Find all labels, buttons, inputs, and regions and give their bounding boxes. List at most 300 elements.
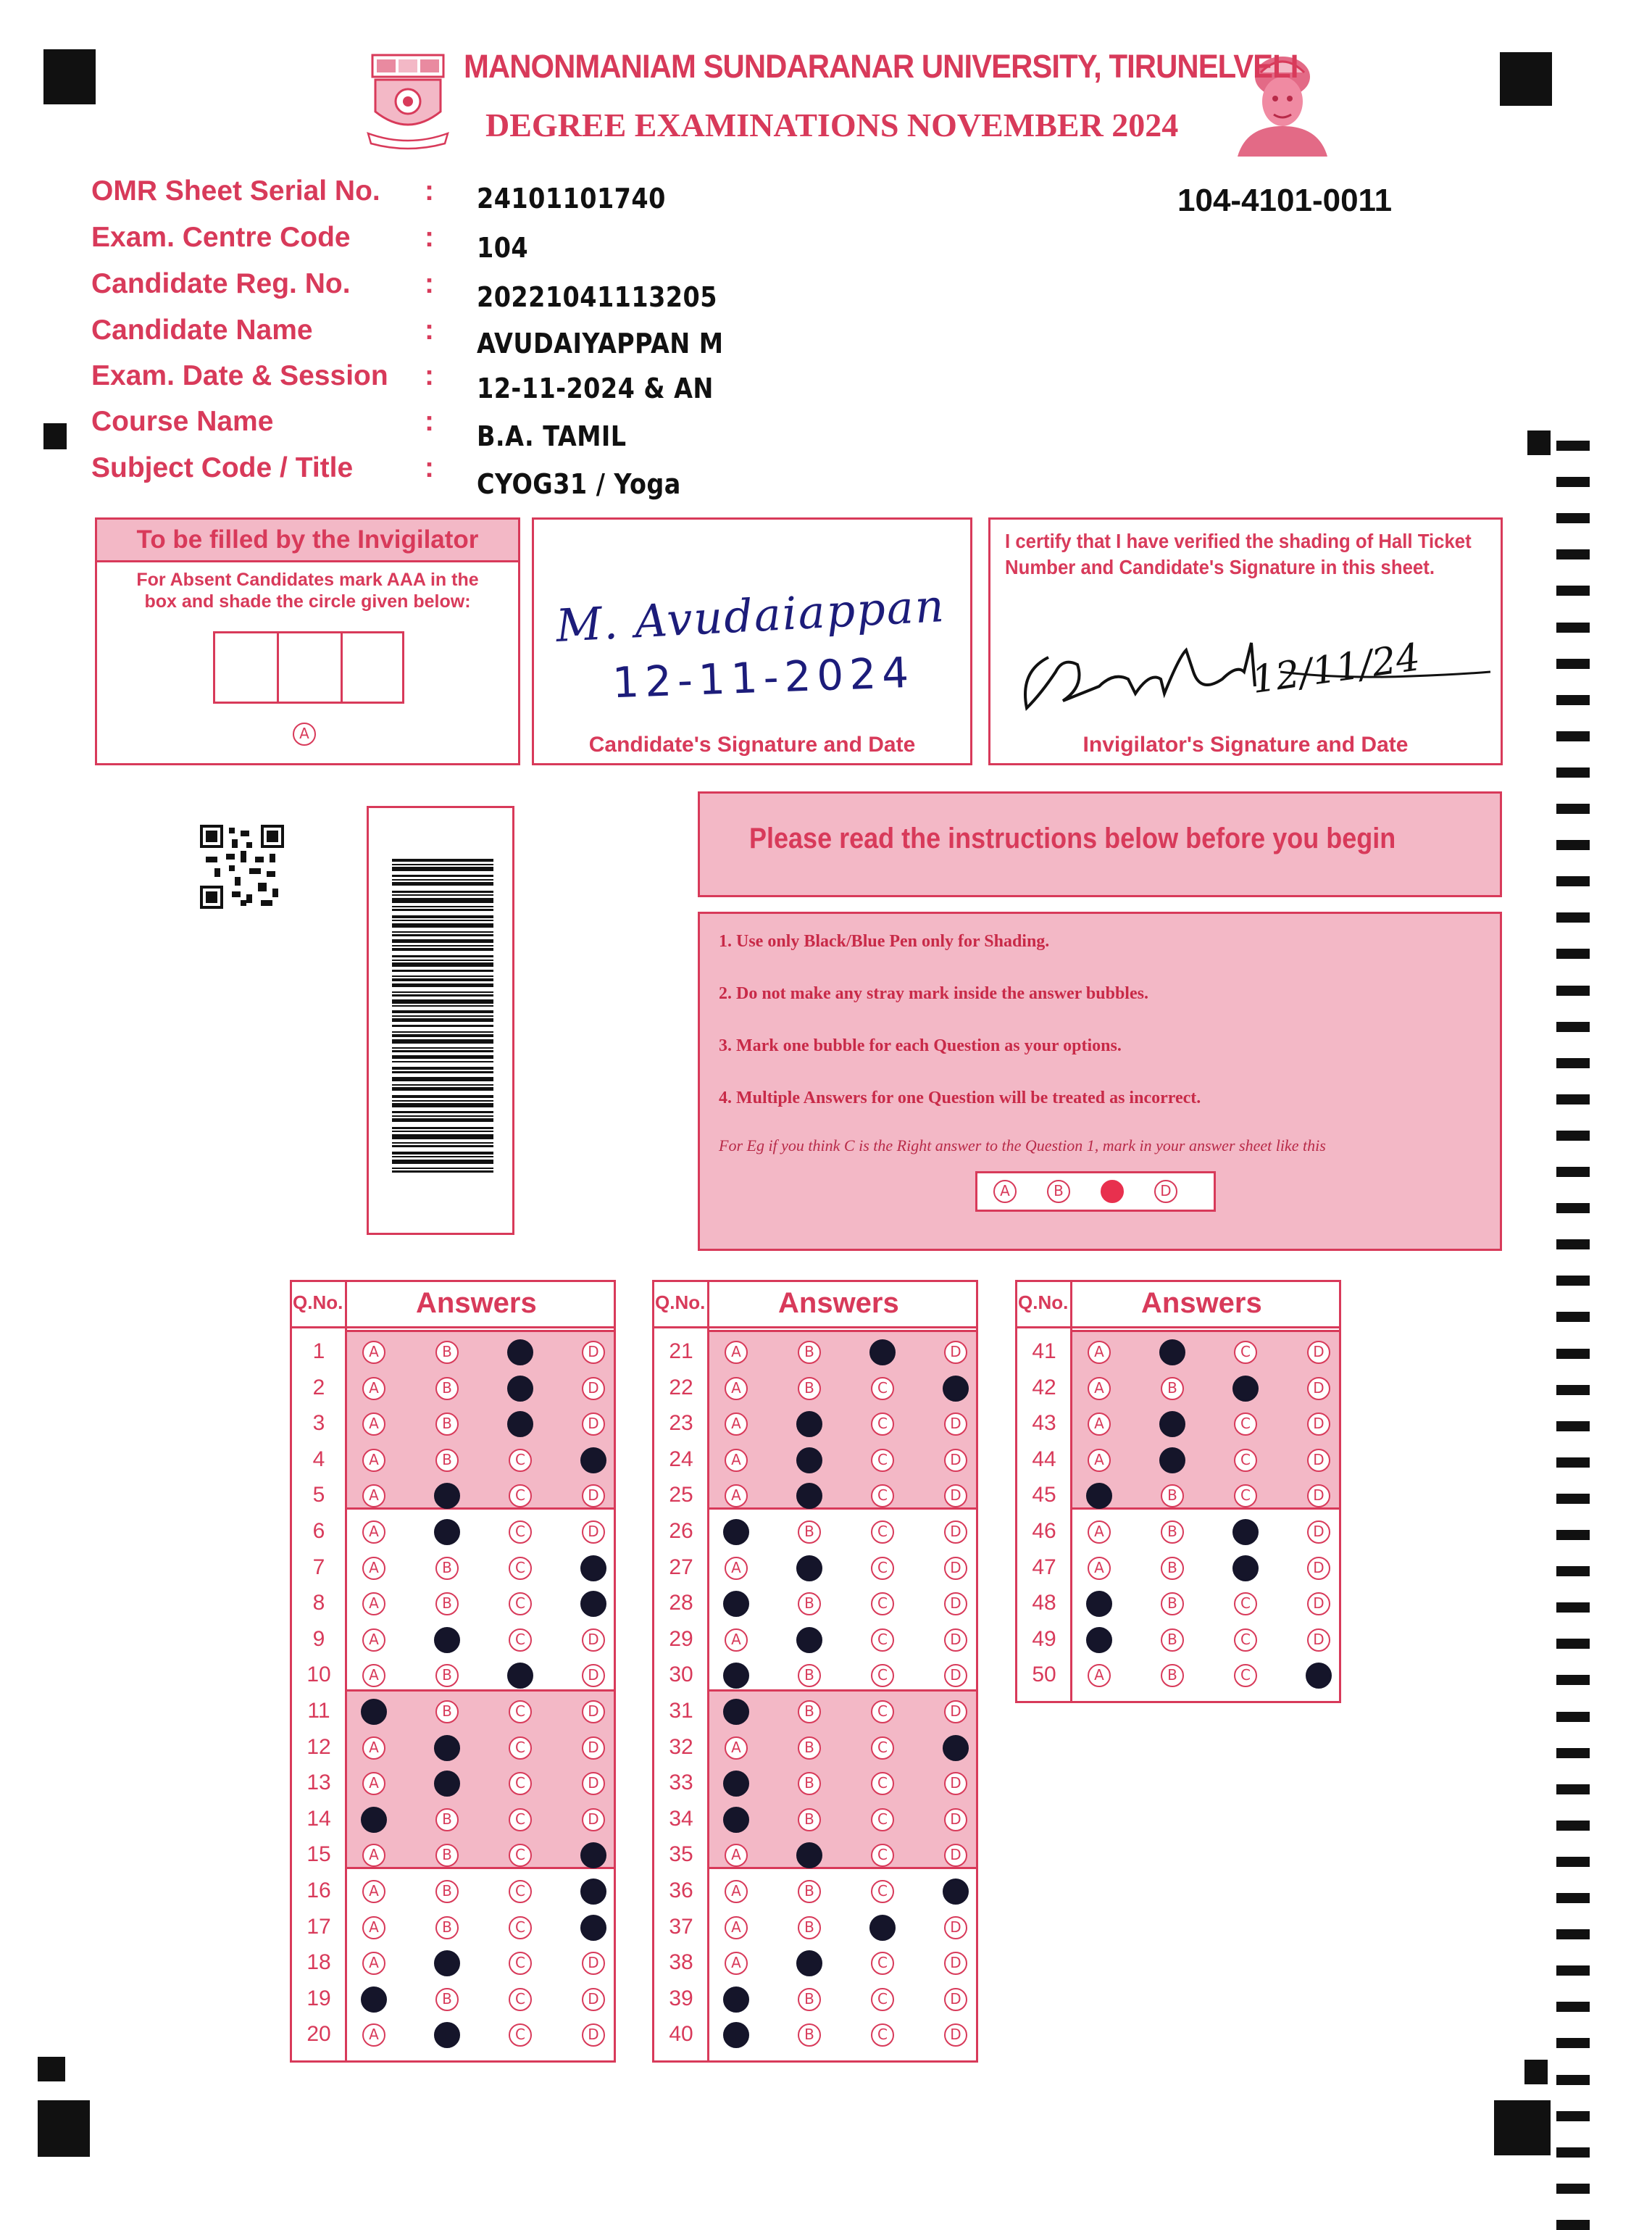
answer-bubble-29-a[interactable]: A xyxy=(725,1628,748,1652)
question-number: 40 xyxy=(669,2022,693,2047)
invigilator-box xyxy=(95,517,520,765)
answer-bubble-48-c[interactable]: C xyxy=(1234,1592,1257,1615)
answer-bubble-48-a[interactable] xyxy=(1086,1591,1112,1617)
sheet-code: 104-4101-0011 xyxy=(1177,183,1393,218)
qr-code-icon xyxy=(200,825,284,909)
answer-bubble-31-c[interactable]: C xyxy=(871,1700,894,1723)
answer-bubble-44-a[interactable]: A xyxy=(1088,1449,1111,1472)
answer-bubble-19-b[interactable]: B xyxy=(435,1988,459,2011)
answer-bubble-26-d[interactable]: D xyxy=(944,1520,967,1544)
answer-bubble-9-b[interactable] xyxy=(434,1627,460,1653)
timing-mark xyxy=(1556,477,1590,487)
answer-bubble-47-a[interactable]: A xyxy=(1088,1557,1111,1580)
answer-bubble-14-b[interactable]: B xyxy=(435,1808,459,1831)
answer-bubble-25-d[interactable]: D xyxy=(944,1484,967,1507)
answer-bubble-9-c[interactable]: C xyxy=(509,1628,532,1652)
qno-header: Q.No. xyxy=(293,1291,343,1313)
question-number: 33 xyxy=(669,1771,693,1795)
answer-bubble-49-a[interactable] xyxy=(1086,1627,1112,1653)
answer-bubble-28-c[interactable]: C xyxy=(871,1592,894,1615)
answer-bubble-41-c[interactable]: C xyxy=(1234,1341,1257,1364)
question-number: 20 xyxy=(306,2022,331,2047)
answer-bubble-17-a[interactable]: A xyxy=(362,1916,385,1939)
answer-bubble-22-d[interactable] xyxy=(943,1376,969,1402)
candidate-handwritten-date: 12-11-2024 xyxy=(611,647,916,708)
timing-mark xyxy=(1556,2075,1590,2085)
answer-bubble-49-b[interactable]: B xyxy=(1161,1628,1184,1652)
question-number: 4 xyxy=(312,1447,325,1471)
answer-bubble-45-d[interactable]: D xyxy=(1307,1484,1330,1507)
answer-bubble-36-c[interactable]: C xyxy=(871,1880,894,1903)
question-number: 32 xyxy=(669,1734,693,1759)
answer-bubble-5-d[interactable]: D xyxy=(582,1484,605,1507)
timing-mark xyxy=(1556,876,1590,886)
timing-mark xyxy=(1556,2184,1590,2194)
answer-bubble-45-c[interactable]: C xyxy=(1234,1484,1257,1507)
answer-bubble-23-a[interactable]: A xyxy=(725,1413,748,1436)
answer-bubble-50-b[interactable]: B xyxy=(1161,1664,1184,1687)
answer-bubble-42-c[interactable] xyxy=(1232,1376,1259,1402)
answer-bubble-4-c[interactable]: C xyxy=(509,1449,532,1472)
timing-mark xyxy=(1556,949,1590,959)
answer-bubble-30-b[interactable]: B xyxy=(798,1664,821,1687)
answer-bubble-33-a[interactable] xyxy=(723,1771,749,1797)
question-number: 7 xyxy=(312,1555,325,1579)
answer-bubble-32-c[interactable]: C xyxy=(871,1736,894,1760)
answer-bubble-4-d[interactable] xyxy=(580,1447,606,1473)
answer-bubble-34-b[interactable]: B xyxy=(798,1808,821,1831)
answer-bubble-47-c[interactable] xyxy=(1232,1555,1259,1581)
example-answer-box xyxy=(975,1171,1216,1212)
question-number: 44 xyxy=(1032,1447,1056,1471)
answer-bubble-28-a[interactable] xyxy=(723,1591,749,1617)
registration-mark-top-right xyxy=(1500,52,1552,106)
answer-bubble-39-d[interactable]: D xyxy=(944,1988,967,2011)
question-number: 26 xyxy=(669,1519,693,1543)
question-number: 12 xyxy=(306,1734,331,1759)
answer-bubble-17-b[interactable]: B xyxy=(435,1916,459,1939)
answer-bubble-8-d[interactable] xyxy=(580,1591,606,1617)
answer-bubble-18-b[interactable] xyxy=(434,1950,460,1976)
answer-bubble-16-a[interactable]: A xyxy=(362,1880,385,1903)
answer-bubble-22-a[interactable]: A xyxy=(725,1377,748,1400)
answer-bubble-22-c[interactable]: C xyxy=(871,1377,894,1400)
answer-bubble-13-c[interactable]: C xyxy=(509,1772,532,1795)
timing-mark xyxy=(1556,659,1590,669)
answer-bubble-36-d[interactable] xyxy=(943,1879,969,1905)
answer-bubble-33-d[interactable]: D xyxy=(944,1772,967,1795)
answer-bubble-33-b[interactable]: B xyxy=(798,1772,821,1795)
answer-bubble-6-b[interactable] xyxy=(434,1519,460,1545)
instruction-3: 3. Mark one bubble for each Question as your options. xyxy=(719,1036,1122,1055)
answer-bubble-38-d[interactable]: D xyxy=(944,1952,967,1975)
answer-bubble-49-c[interactable]: C xyxy=(1234,1628,1257,1652)
answer-bubble-35-a[interactable]: A xyxy=(725,1844,748,1867)
answer-bubble-47-d[interactable]: D xyxy=(1307,1557,1330,1580)
answer-bubble-40-d[interactable]: D xyxy=(944,2023,967,2047)
answer-bubble-46-b[interactable]: B xyxy=(1161,1520,1184,1544)
answer-bubble-10-b[interactable]: B xyxy=(435,1664,459,1687)
answer-bubble-15-a[interactable]: A xyxy=(362,1844,385,1867)
answer-bubble-41-d[interactable]: D xyxy=(1307,1341,1330,1364)
answer-bubble-10-d[interactable]: D xyxy=(582,1664,605,1687)
instructions-banner-text: Please read the instructions below before you begin xyxy=(749,823,1396,854)
answer-bubble-49-d[interactable]: D xyxy=(1307,1628,1330,1652)
answer-bubble-28-b[interactable]: B xyxy=(798,1592,821,1615)
answer-bubble-43-d[interactable]: D xyxy=(1307,1413,1330,1436)
timing-mark xyxy=(1556,1022,1590,1032)
question-number: 46 xyxy=(1032,1519,1056,1543)
answer-bubble-1-d[interactable]: D xyxy=(582,1341,605,1364)
answer-bubble-7-d[interactable] xyxy=(580,1555,606,1581)
answer-bubble-24-a[interactable]: A xyxy=(725,1449,748,1472)
answer-bubble-22-b[interactable]: B xyxy=(798,1377,821,1400)
answer-bubble-37-a[interactable]: A xyxy=(725,1916,748,1939)
answer-bubble-12-c[interactable]: C xyxy=(509,1736,532,1760)
answer-bubble-27-c[interactable]: C xyxy=(871,1557,894,1580)
registration-mark-bottom-right-small xyxy=(1524,2060,1548,2084)
answer-bubble-36-a[interactable]: A xyxy=(725,1880,748,1903)
question-number: 22 xyxy=(669,1375,693,1399)
answer-bubble-5-a[interactable]: A xyxy=(362,1484,385,1507)
timing-mark xyxy=(1556,513,1590,523)
answer-bubble-13-b[interactable] xyxy=(434,1771,460,1797)
timing-mark xyxy=(1556,623,1590,633)
timing-mark xyxy=(1556,1857,1590,1867)
answer-bubble-39-b[interactable]: B xyxy=(798,1988,821,2011)
answers-header: Answers xyxy=(778,1287,899,1319)
answer-bubble-2-b[interactable]: B xyxy=(435,1377,459,1400)
answer-bubble-14-c[interactable]: C xyxy=(509,1808,532,1831)
exam-title: DEGREE EXAMINATIONS NOVEMBER 2024 xyxy=(485,107,1179,143)
field-value: AVUDAIYAPPAN M xyxy=(477,328,724,359)
answer-bubble-17-d[interactable] xyxy=(580,1915,606,1941)
candidate-signature-box xyxy=(532,517,972,765)
timing-mark xyxy=(1556,1929,1590,1939)
timing-mark xyxy=(1556,549,1590,559)
answer-bubble-6-c[interactable]: C xyxy=(509,1520,532,1544)
answer-bubble-39-a[interactable] xyxy=(723,1986,749,2013)
answer-bubble-3-d[interactable]: D xyxy=(582,1413,605,1436)
question-number: 23 xyxy=(669,1411,693,1436)
absent-code-box[interactable] xyxy=(213,631,404,704)
answer-bubble-47-b[interactable]: B xyxy=(1161,1557,1184,1580)
question-number: 49 xyxy=(1032,1626,1056,1651)
answer-bubble-17-c[interactable]: C xyxy=(509,1916,532,1939)
answer-bubble-6-d[interactable]: D xyxy=(582,1520,605,1544)
answer-bubble-29-b[interactable] xyxy=(796,1627,822,1653)
answer-bubble-12-d[interactable]: D xyxy=(582,1736,605,1760)
question-number: 36 xyxy=(669,1879,693,1902)
answer-bubble-34-d[interactable]: D xyxy=(944,1808,967,1831)
timing-mark xyxy=(1556,1167,1590,1177)
answer-bubble-50-c[interactable]: C xyxy=(1234,1664,1257,1687)
answer-bubble-46-d[interactable]: D xyxy=(1307,1520,1330,1544)
answer-bubble-13-d[interactable]: D xyxy=(582,1772,605,1795)
example-bubble-c xyxy=(1101,1180,1124,1203)
answer-bubble-23-d[interactable]: D xyxy=(944,1413,967,1436)
answer-bubble-12-a[interactable]: A xyxy=(362,1736,385,1760)
field-value: 20221041113205 xyxy=(477,281,717,313)
answer-bubble-21-a[interactable]: A xyxy=(725,1341,748,1364)
answer-bubble-34-a[interactable] xyxy=(723,1807,749,1833)
question-number: 13 xyxy=(306,1771,331,1795)
answer-bubble-9-a[interactable]: A xyxy=(362,1628,385,1652)
barcode-box xyxy=(367,806,514,1235)
field-value: B.A. TAMIL xyxy=(477,420,627,452)
answer-bubble-15-b[interactable]: B xyxy=(435,1844,459,1867)
timing-mark xyxy=(1556,2111,1590,2121)
answer-bubble-45-b[interactable]: B xyxy=(1161,1484,1184,1507)
answer-bubble-1-a[interactable]: A xyxy=(362,1341,385,1364)
answer-bubble-20-d[interactable]: D xyxy=(582,2023,605,2047)
answer-bubble-36-b[interactable]: B xyxy=(798,1880,821,1903)
answer-bubble-38-a[interactable]: A xyxy=(725,1952,748,1975)
answer-bubble-7-b[interactable]: B xyxy=(435,1557,459,1580)
registration-mark-bottom-left-small xyxy=(38,2057,65,2081)
answer-bubble-20-a[interactable]: A xyxy=(362,2023,385,2047)
answer-bubble-34-c[interactable]: C xyxy=(871,1808,894,1831)
answer-bubble-26-c[interactable]: C xyxy=(871,1520,894,1544)
field-separator: : xyxy=(425,315,434,346)
answer-bubble-14-a[interactable] xyxy=(361,1807,387,1833)
answer-bubble-43-a[interactable]: A xyxy=(1088,1413,1111,1436)
answer-bubble-2-d[interactable]: D xyxy=(582,1377,605,1400)
question-number: 3 xyxy=(312,1411,325,1436)
question-number: 45 xyxy=(1032,1483,1056,1507)
answer-bubble-46-c[interactable] xyxy=(1232,1519,1259,1545)
answer-bubble-42-a[interactable]: A xyxy=(1088,1377,1111,1400)
answer-bubble-16-c[interactable]: C xyxy=(509,1880,532,1903)
answer-bubble-44-c[interactable]: C xyxy=(1234,1449,1257,1472)
answer-bubble-37-b[interactable]: B xyxy=(798,1916,821,1939)
answer-bubble-39-c[interactable]: C xyxy=(871,1988,894,2011)
answer-bubble-41-a[interactable]: A xyxy=(1088,1341,1111,1364)
answer-bubble-42-b[interactable]: B xyxy=(1161,1377,1184,1400)
answer-bubble-31-b[interactable]: B xyxy=(798,1700,821,1723)
answer-bubble-29-d[interactable]: D xyxy=(944,1628,967,1652)
registration-mark-bottom-left xyxy=(38,2100,90,2157)
answer-bubble-7-c[interactable]: C xyxy=(509,1557,532,1580)
timing-mark xyxy=(1556,767,1590,778)
answer-bubble-26-b[interactable]: B xyxy=(798,1520,821,1544)
answer-bubble-7-a[interactable]: A xyxy=(362,1557,385,1580)
timing-mark xyxy=(1556,1712,1590,1722)
answer-bubble-19-a[interactable] xyxy=(361,1986,387,2013)
field-separator: : xyxy=(425,452,434,483)
answer-bubble-21-b[interactable]: B xyxy=(798,1341,821,1364)
answer-bubble-3-c[interactable] xyxy=(507,1411,533,1437)
answer-bubble-25-a[interactable]: A xyxy=(725,1484,748,1507)
timing-mark xyxy=(1556,2002,1590,2012)
answer-bubble-35-c[interactable]: C xyxy=(871,1844,894,1867)
question-number: 2 xyxy=(312,1375,325,1399)
answer-bubble-24-c[interactable]: C xyxy=(871,1449,894,1472)
answer-bubble-10-a[interactable]: A xyxy=(362,1664,385,1687)
answer-bubble-42-d[interactable]: D xyxy=(1307,1377,1330,1400)
question-number: 29 xyxy=(669,1626,693,1651)
timing-mark xyxy=(1556,2038,1590,2048)
question-number: 25 xyxy=(669,1483,693,1507)
answer-bubble-41-b[interactable] xyxy=(1159,1339,1185,1365)
answer-bubble-32-b[interactable]: B xyxy=(798,1736,821,1760)
invigilator-box-title: To be filled by the Invigilator xyxy=(136,525,479,554)
timing-mark xyxy=(1556,840,1590,850)
answer-bubble-13-a[interactable]: A xyxy=(362,1772,385,1795)
question-number: 41 xyxy=(1032,1339,1056,1363)
registration-mark-left xyxy=(43,423,67,449)
timing-mark xyxy=(1556,1239,1590,1249)
timing-mark xyxy=(1556,1494,1590,1504)
timing-mark xyxy=(1556,1784,1590,1794)
timing-mark xyxy=(1556,1639,1590,1649)
answer-bubble-50-a[interactable]: A xyxy=(1088,1664,1111,1687)
field-label: Exam. Centre Code xyxy=(91,222,351,253)
timing-mark xyxy=(1556,1748,1590,1758)
invigilator-signature-caption: Invigilator's Signature and Date xyxy=(1082,733,1409,757)
timing-mark xyxy=(1556,1276,1590,1286)
timing-mark xyxy=(1556,586,1590,596)
answer-bubble-25-c[interactable]: C xyxy=(871,1484,894,1507)
university-name: MANONMANIAM SUNDARANAR UNIVERSITY, TIRUNELVELI xyxy=(464,48,1298,85)
timing-mark xyxy=(1556,2147,1590,2158)
answer-bubble-43-b[interactable] xyxy=(1159,1411,1185,1437)
answer-bubble-8-c[interactable]: C xyxy=(509,1592,532,1615)
answer-bubble-30-d[interactable]: D xyxy=(944,1664,967,1687)
answer-bubble-18-d[interactable]: D xyxy=(582,1952,605,1975)
question-number: 11 xyxy=(307,1699,330,1723)
answer-bubble-35-d[interactable]: D xyxy=(944,1844,967,1867)
answer-bubble-48-b[interactable]: B xyxy=(1161,1592,1184,1615)
field-label: Candidate Reg. No. xyxy=(91,268,351,299)
absent-note: For Absent Candidates mark AAA in the box and shade the circle given below: xyxy=(136,570,479,612)
answer-bubble-31-a[interactable] xyxy=(723,1699,749,1725)
question-number: 16 xyxy=(306,1879,331,1902)
answer-bubble-24-b[interactable] xyxy=(796,1447,822,1473)
answer-bubble-24-d[interactable]: D xyxy=(944,1449,967,1472)
answer-bubble-1-b[interactable]: B xyxy=(435,1341,459,1364)
answer-bubble-1-c[interactable] xyxy=(507,1339,533,1365)
question-number: 5 xyxy=(312,1483,325,1507)
answer-bubble-21-d[interactable]: D xyxy=(944,1341,967,1364)
answer-bubble-28-d[interactable]: D xyxy=(944,1592,967,1615)
registration-mark-bottom-right xyxy=(1494,2100,1551,2155)
answer-bubble-48-d[interactable]: D xyxy=(1307,1592,1330,1615)
timing-mark xyxy=(1556,1385,1590,1395)
answer-bubble-40-b[interactable]: B xyxy=(798,2023,821,2047)
answer-bubble-16-b[interactable]: B xyxy=(435,1880,459,1903)
example-bubble-d: D xyxy=(1154,1180,1177,1203)
answer-bubble-20-c[interactable]: C xyxy=(509,2023,532,2047)
answer-bubble-32-a[interactable]: A xyxy=(725,1736,748,1760)
answer-bubble-40-c[interactable]: C xyxy=(871,2023,894,2047)
question-number: 30 xyxy=(669,1663,693,1687)
answer-bubble-3-a[interactable]: A xyxy=(362,1413,385,1436)
answer-bubble-33-c[interactable]: C xyxy=(871,1772,894,1795)
answer-bubble-43-c[interactable]: C xyxy=(1234,1413,1257,1436)
field-value: CYOG31 / Yoga xyxy=(477,468,681,500)
timing-mark xyxy=(1556,1965,1590,1976)
answer-bubble-26-a[interactable] xyxy=(723,1519,749,1545)
answer-bubble-46-a[interactable]: A xyxy=(1088,1520,1111,1544)
answer-bubble-21-c[interactable] xyxy=(869,1339,896,1365)
answer-bubble-27-a[interactable]: A xyxy=(725,1557,748,1580)
answer-bubble-44-d[interactable]: D xyxy=(1307,1449,1330,1472)
instruction-1: 1. Use only Black/Blue Pen only for Shading. xyxy=(719,932,1050,951)
answer-bubble-14-d[interactable]: D xyxy=(582,1808,605,1831)
answer-bubble-9-d[interactable]: D xyxy=(582,1628,605,1652)
question-number: 34 xyxy=(669,1806,693,1831)
answer-bubble-19-d[interactable]: D xyxy=(582,1988,605,2011)
answer-bubble-18-c[interactable]: C xyxy=(509,1952,532,1975)
answer-bubble-4-a[interactable]: A xyxy=(362,1449,385,1472)
barcode-icon xyxy=(392,859,493,1175)
answer-bubble-11-b[interactable]: B xyxy=(435,1700,459,1723)
answer-bubble-19-c[interactable]: C xyxy=(509,1988,532,2011)
timing-mark xyxy=(1556,912,1590,923)
answer-bubble-38-b[interactable] xyxy=(796,1950,822,1976)
question-number: 8 xyxy=(312,1591,325,1615)
answer-bubble-2-c[interactable] xyxy=(507,1376,533,1402)
answer-bubble-37-c[interactable] xyxy=(869,1915,896,1941)
answer-bubble-3-b[interactable]: B xyxy=(435,1413,459,1436)
question-number: 9 xyxy=(312,1626,325,1651)
question-number: 10 xyxy=(306,1663,331,1687)
answer-bubble-12-b[interactable] xyxy=(434,1735,460,1761)
answer-bubble-5-c[interactable]: C xyxy=(509,1484,532,1507)
answer-bubble-38-c[interactable]: C xyxy=(871,1952,894,1975)
registration-mark-top-left xyxy=(43,49,96,104)
answer-bubble-29-c[interactable]: C xyxy=(871,1628,894,1652)
answer-bubble-31-d[interactable]: D xyxy=(944,1700,967,1723)
answer-bubble-11-d[interactable]: D xyxy=(582,1700,605,1723)
answer-bubble-18-a[interactable]: A xyxy=(362,1952,385,1975)
question-number: 37 xyxy=(669,1914,693,1939)
answer-bubble-30-c[interactable]: C xyxy=(871,1664,894,1687)
timing-mark xyxy=(1556,441,1590,451)
answer-bubble-23-c[interactable]: C xyxy=(871,1413,894,1436)
answer-bubble-4-b[interactable]: B xyxy=(435,1449,459,1472)
certify-text: I certify that I have verified the shading of Hall Ticket Number and Candidate's Signature in this sheet. xyxy=(1005,530,1472,578)
answer-bubble-8-b[interactable]: B xyxy=(435,1592,459,1615)
answer-bubble-11-c[interactable]: C xyxy=(509,1700,532,1723)
answer-bubble-8-a[interactable]: A xyxy=(362,1592,385,1615)
field-label: Exam. Date & Session xyxy=(91,360,388,391)
answer-bubble-37-d[interactable]: D xyxy=(944,1916,967,1939)
answer-bubble-44-b[interactable] xyxy=(1159,1447,1185,1473)
example-bubble-a: A xyxy=(993,1180,1017,1203)
answer-bubble-23-b[interactable] xyxy=(796,1411,822,1437)
answer-bubble-15-c[interactable]: C xyxy=(509,1844,532,1867)
field-separator: : xyxy=(425,360,434,391)
field-label: Course Name xyxy=(91,406,274,437)
timing-mark xyxy=(1556,1893,1590,1903)
answer-bubble-32-d[interactable] xyxy=(943,1735,969,1761)
answer-bubble-11-a[interactable] xyxy=(361,1699,387,1725)
timing-mark xyxy=(1556,1566,1590,1576)
field-label: OMR Sheet Serial No. xyxy=(91,175,380,207)
field-separator: : xyxy=(425,268,434,299)
timing-mark xyxy=(1556,1602,1590,1613)
absent-bubble[interactable]: A xyxy=(293,723,316,746)
answer-bubble-6-a[interactable]: A xyxy=(362,1520,385,1544)
answer-bubble-16-d[interactable] xyxy=(580,1879,606,1905)
answer-bubble-27-b[interactable] xyxy=(796,1555,822,1581)
answer-bubble-27-d[interactable]: D xyxy=(944,1557,967,1580)
candidate-handwritten-name: M. Avudaiappan xyxy=(554,578,947,653)
field-label: Candidate Name xyxy=(91,315,313,346)
answer-bubble-2-a[interactable]: A xyxy=(362,1377,385,1400)
